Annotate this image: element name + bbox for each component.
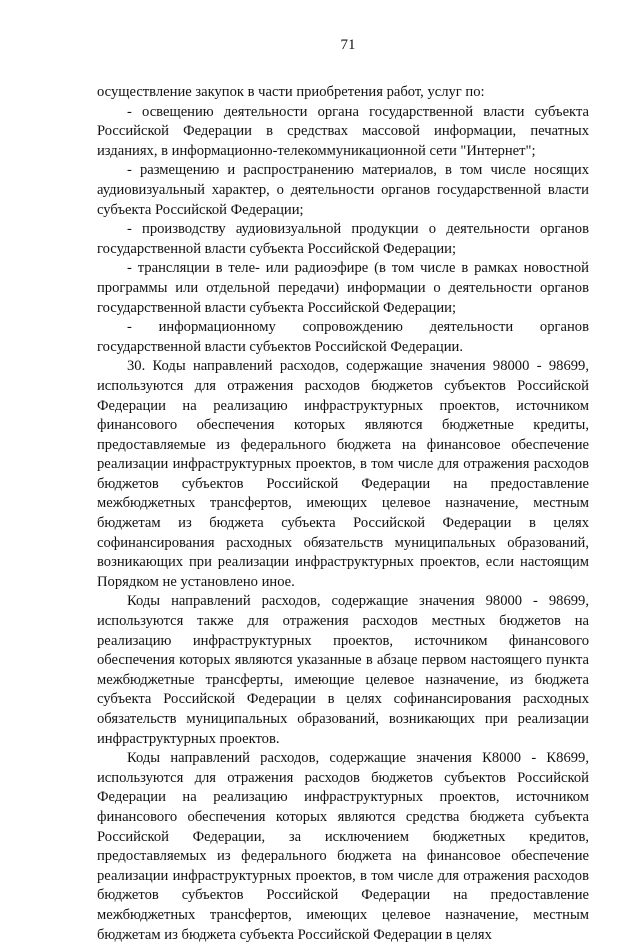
list-item-audiovisual-production: - производству аудиовизуальной продукции о деятельности органов государственной власти субъекта Российской Федерации; bbox=[97, 221, 589, 257]
list-item-materials-distribution: - размещению и распространению материалов, в том числе носящих аудиовизуальный характер, о деятельности органов государственной власти субъекта Российской Федерации; bbox=[97, 162, 589, 218]
page-number: 71 bbox=[340, 37, 356, 53]
list-item-information-support: - информационному сопровождению деятельности органов государственной власти субъектов Российской Федерации. bbox=[97, 319, 589, 355]
paragraph-intro: осуществление закупок в части приобретения работ, услуг по: bbox=[97, 84, 485, 100]
list-item-media-coverage: - освещению деятельности органа государственной власти субъекта Российской Федерации в средствах массовой информации, печатных изданиях, в информационно-телекоммуникационной сети "Интернет"; bbox=[97, 103, 589, 159]
paragraph-local-budgets: Коды направлений расходов, содержащие значения 98000 - 98699, используются также для отражения расходов местных бюджетов на реализацию инфраструктурных проектов, источником финансового обеспечения которых являются указанные в абзаце первом настоящего пункта межбюджетные трансферты, имеющие целевое назначение, из бюджета субъекта Российской Федерации в целях софинансирования расходных обязательств муниципальных образований, возникающих при реализации инфраструктурных проектов. bbox=[97, 593, 589, 747]
list-item-broadcasting: - трансляции в теле- или радиоэфире (в том числе в рамках новостной программы или отдельной передачи) информации о деятельности органов государственной власти субъекта Российской Федерации; bbox=[97, 260, 589, 316]
paragraph-item-30: 30. Коды направлений расходов, содержащие значения 98000 - 98699, используются для отражения расходов бюджетов субъектов Российской Федерации на реализацию инфраструктурных проектов, источником финансового обеспечения которых являются бюджетные кредиты, предоставляемые из федерального бюджета на финансовое обеспечение реализации инфраструктурных проектов, в том числе для отражения расходов бюджетов субъектов Российской Федерации на предоставление межбюджетных трансфертов, имеющих целевое назначение, местным бюджетам из бюджета субъекта Российской Федерации в целях софинансирования расходных обязательств муниципальных образований, возникающих при реализации инфраструктурных проектов, если настоящим Порядком не установлено иное. bbox=[97, 358, 589, 590]
paragraph-k-codes: Коды направлений расходов, содержащие значения К8000 - К8699, используются для отражения расходов бюджетов субъектов Российской Федерации на реализацию инфраструктурных проектов, источником финансового обеспечения которых являются средства бюджета субъекта Российской Федерации, за исключением бюджетных кредитов, предоставляемых из федерального бюджета на финансовое обеспечение реализации инфраструктурных проектов, в том числе для отражения расходов бюджетов субъектов Российской Федерации на предоставление межбюджетных трансфертов, имеющих целевое назначение, местным бюджетам из бюджета субъекта Российской Федерации в целях bbox=[97, 750, 589, 943]
